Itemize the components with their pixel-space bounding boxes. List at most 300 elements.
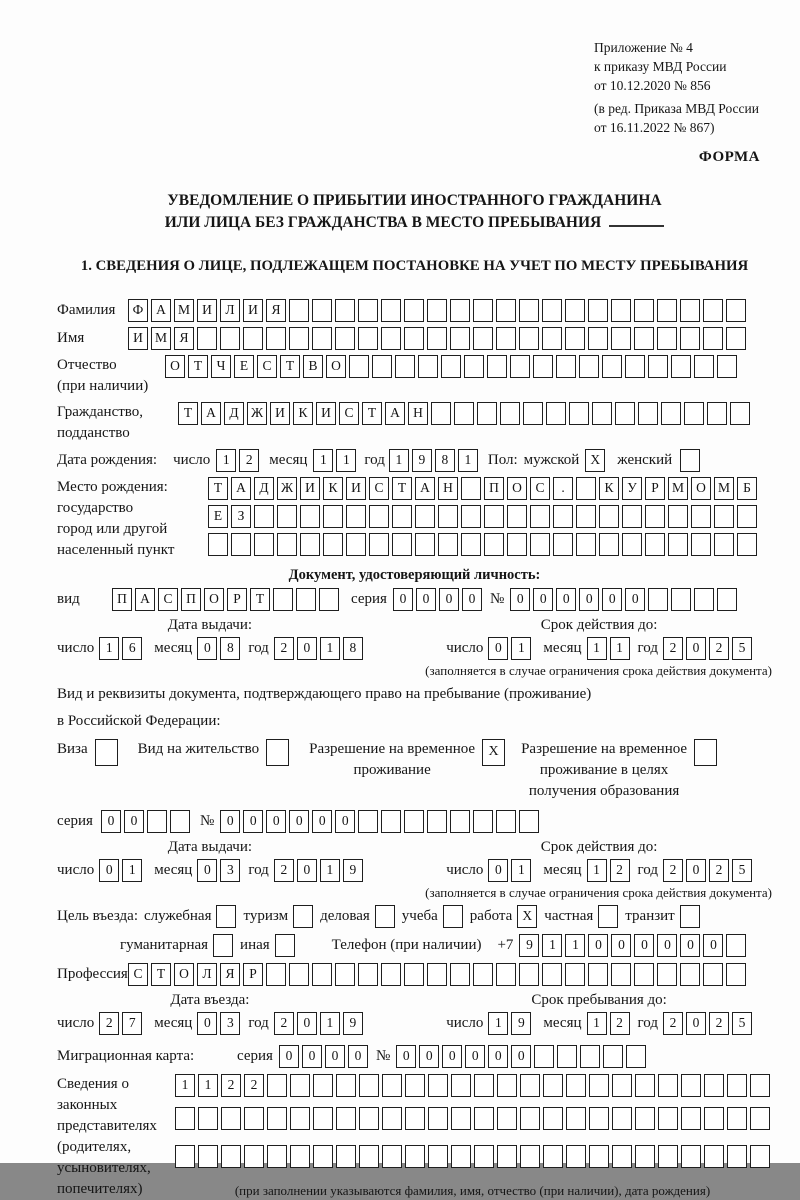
citizenship-label: Гражданство, подданство (57, 404, 144, 441)
char-cell: 1 (122, 859, 142, 882)
char-cell (615, 402, 635, 425)
doc-kind-label: вид (57, 591, 80, 607)
char-cell (565, 327, 585, 350)
char-cell (589, 1074, 609, 1097)
birth-place-row3 (208, 533, 757, 556)
char-cell: 5 (732, 637, 752, 660)
char-cell (450, 963, 470, 986)
char-cell: 0 (101, 810, 121, 833)
char-cell (684, 402, 704, 425)
representatives-row3 (175, 1145, 770, 1168)
char-cell (704, 1145, 724, 1168)
char-cell (477, 402, 497, 425)
char-cell: К (293, 402, 313, 425)
purpose-work-checkbox (517, 905, 537, 928)
char-cell (335, 963, 355, 986)
char-cell: 0 (243, 810, 263, 833)
valid-until-block (446, 617, 752, 660)
char-cell: 7 (122, 1012, 142, 1035)
birth-day-cells (216, 449, 259, 472)
char-cell: М (151, 327, 171, 350)
char-cell: А (201, 402, 221, 425)
representatives-label: Сведения о законных представителях (родителях, усыновителях, попечителях) (57, 1076, 157, 1197)
char-cell (254, 533, 274, 556)
char-cell (382, 1145, 402, 1168)
char-cell (290, 1107, 310, 1130)
field-migration-card (57, 1045, 772, 1068)
issue-day-cells (99, 637, 142, 660)
char-cell: 0 (419, 1045, 439, 1068)
char-cell: Н (408, 402, 428, 425)
char-cell (358, 810, 378, 833)
month-label: месяц (154, 862, 193, 878)
char-cell (703, 963, 723, 986)
char-cell: Р (645, 477, 665, 500)
char-cell (579, 355, 599, 378)
char-cell (266, 327, 286, 350)
char-cell: И (128, 327, 148, 350)
doc-kind-cells (112, 588, 339, 611)
char-cell: 0 (488, 859, 508, 882)
char-cell: 6 (122, 637, 142, 660)
char-cell: К (323, 477, 343, 500)
char-cell: 0 (124, 810, 144, 833)
char-cell (520, 1107, 540, 1130)
char-cell: 0 (297, 637, 317, 660)
char-cell (473, 299, 493, 322)
char-cell: 9 (343, 859, 363, 882)
char-cell (336, 1145, 356, 1168)
char-cell (336, 1074, 356, 1097)
form-title-line1: УВЕДОМЛЕНИЕ О ПРИБЫТИИ ИНОСТРАННОГО ГРАЖДАНИНА (167, 192, 662, 209)
char-cell: О (691, 477, 711, 500)
given-name-cells (128, 327, 746, 350)
char-cell (611, 299, 631, 322)
char-cell: 0 (588, 934, 608, 957)
char-cell (496, 963, 516, 986)
char-cell: Т (188, 355, 208, 378)
char-cell (542, 963, 562, 986)
char-cell: Ч (211, 355, 231, 378)
char-cell: О (174, 963, 194, 986)
char-cell (220, 327, 240, 350)
char-cell (323, 533, 343, 556)
char-cell (450, 299, 470, 322)
year-label: год (637, 640, 658, 656)
char-cell: X (517, 905, 537, 928)
purpose-other-checkbox (275, 934, 295, 957)
field-citizenship (57, 402, 772, 444)
char-cell (404, 963, 424, 986)
char-cell (730, 402, 750, 425)
char-cell: 1 (610, 637, 630, 660)
char-cell (484, 533, 504, 556)
char-cell (496, 810, 516, 833)
char-cell: Т (392, 477, 412, 500)
char-cell: Р (243, 963, 263, 986)
char-cell (681, 1107, 701, 1130)
month-label: месяц (154, 1015, 193, 1031)
char-cell: 1 (587, 859, 607, 882)
char-cell (197, 327, 217, 350)
char-cell (542, 299, 562, 322)
char-cell: 1 (511, 637, 531, 660)
char-cell (497, 1074, 517, 1097)
char-cell (694, 739, 717, 766)
form-body (57, 299, 772, 1200)
year-label: год (248, 862, 269, 878)
issue-date-title: Дата выдачи: (167, 617, 253, 633)
char-cell (530, 505, 550, 528)
char-cell (450, 810, 470, 833)
series-label: серия (57, 813, 93, 829)
char-cell (589, 1145, 609, 1168)
char-cell: 1 (511, 859, 531, 882)
char-cell: 2 (663, 1012, 683, 1035)
year-label: год (637, 862, 658, 878)
char-cell: 1 (565, 934, 585, 957)
year-label: год (248, 640, 269, 656)
char-cell (500, 402, 520, 425)
char-cell (611, 963, 631, 986)
char-cell (427, 327, 447, 350)
char-cell (496, 327, 516, 350)
char-cell: 9 (412, 449, 432, 472)
char-cell: 0 (302, 1045, 322, 1068)
char-cell: 0 (442, 1045, 462, 1068)
char-cell: А (151, 299, 171, 322)
char-cell: И (316, 402, 336, 425)
char-cell (576, 477, 596, 500)
char-cell (464, 355, 484, 378)
char-cell (431, 402, 451, 425)
char-cell (648, 355, 668, 378)
char-cell (266, 739, 289, 766)
char-cell (598, 905, 618, 928)
valid-year-cells (663, 637, 752, 660)
char-cell (750, 1074, 770, 1097)
char-cell: М (668, 477, 688, 500)
char-cell (543, 1074, 563, 1097)
patronymic-label: Отчество (при наличии) (57, 357, 149, 394)
char-cell (497, 1145, 517, 1168)
char-cell (267, 1145, 287, 1168)
char-cell (289, 327, 309, 350)
char-cell: А (385, 402, 405, 425)
char-cell (231, 533, 251, 556)
char-cell: 1 (587, 1012, 607, 1035)
char-cell (519, 299, 539, 322)
char-cell (588, 299, 608, 322)
char-cell: О (507, 477, 527, 500)
char-cell (382, 1074, 402, 1097)
char-cell: А (231, 477, 251, 500)
char-cell: 9 (343, 1012, 363, 1035)
char-cell: Т (178, 402, 198, 425)
char-cell: И (346, 477, 366, 500)
char-cell (603, 1045, 623, 1068)
char-cell (727, 1074, 747, 1097)
char-cell: 0 (396, 1045, 416, 1068)
char-cell (726, 327, 746, 350)
char-cell (496, 299, 516, 322)
char-cell: 0 (416, 588, 436, 611)
char-cell: Ж (247, 402, 267, 425)
char-cell (289, 299, 309, 322)
char-cell (221, 1145, 241, 1168)
char-cell (534, 1045, 554, 1068)
char-cell (658, 1107, 678, 1130)
validity-note: (заполняется в случае ограничения срока действия документа) (425, 885, 772, 900)
char-cell (750, 1107, 770, 1130)
temp-residence-education-checkbox (694, 739, 717, 766)
char-cell (622, 505, 642, 528)
char-cell (680, 963, 700, 986)
char-cell (658, 1145, 678, 1168)
char-cell: 8 (220, 637, 240, 660)
char-cell (580, 1045, 600, 1068)
birth-place-rows (208, 477, 757, 561)
char-cell: И (197, 299, 217, 322)
char-cell (556, 355, 576, 378)
day-label: число (446, 862, 484, 878)
char-cell (147, 810, 167, 833)
char-cell: 0 (657, 934, 677, 957)
char-cell (395, 355, 415, 378)
char-cell: 0 (686, 1012, 706, 1035)
char-cell (546, 402, 566, 425)
given-name-label: Имя (57, 330, 85, 346)
char-cell: Т (280, 355, 300, 378)
appendix-line: Приложение № 4 (594, 40, 693, 55)
residence-doc-intro1: Вид и реквизиты документа, подтверждающего право на пребывание (проживание) (57, 686, 592, 702)
number-sign: № (489, 591, 505, 607)
issue-month-cells (197, 859, 240, 882)
char-cell (266, 963, 286, 986)
char-cell: 0 (297, 1012, 317, 1035)
char-cell (415, 533, 435, 556)
char-cell (533, 355, 553, 378)
char-cell: 9 (511, 1012, 531, 1035)
sex-male-label: мужской (523, 452, 580, 468)
field-given-name (57, 327, 772, 350)
char-cell: 0 (197, 637, 217, 660)
char-cell: С (369, 477, 389, 500)
valid-day-cells (488, 637, 531, 660)
char-cell (175, 1145, 195, 1168)
char-cell: 1 (389, 449, 409, 472)
char-cell (369, 533, 389, 556)
char-cell: 2 (274, 859, 294, 882)
char-cell (588, 327, 608, 350)
char-cell (707, 402, 727, 425)
char-cell (382, 1107, 402, 1130)
char-cell (668, 533, 688, 556)
char-cell (369, 505, 389, 528)
representatives-row2 (175, 1107, 770, 1130)
char-cell (170, 810, 190, 833)
purpose-study-checkbox (443, 905, 463, 928)
char-cell (375, 905, 395, 928)
char-cell: 0 (197, 859, 217, 882)
temp-residence-education-label: Разрешение на временное проживание в целях получения образования (521, 741, 688, 799)
char-cell (359, 1145, 379, 1168)
residence-doc-options (57, 739, 772, 802)
char-cell: 0 (602, 588, 622, 611)
char-cell: 1 (320, 637, 340, 660)
stay-month-cells (587, 1012, 630, 1035)
char-cell (427, 299, 447, 322)
char-cell: 2 (274, 1012, 294, 1035)
char-cell: 0 (439, 588, 459, 611)
char-cell (427, 810, 447, 833)
char-cell (290, 1145, 310, 1168)
identity-doc-heading: Документ, удостоверяющий личность: (288, 567, 541, 583)
stay-year-cells (663, 1012, 752, 1035)
citizenship-cells (178, 402, 750, 425)
appendix-line: от 10.12.2020 № 856 (594, 78, 711, 93)
char-cell (726, 299, 746, 322)
temp-residence-label: Разрешение на временное проживание (309, 741, 476, 778)
char-cell (576, 533, 596, 556)
stay-day-cells (488, 1012, 531, 1035)
char-cell: Ж (277, 477, 297, 500)
residence-permit-checkbox (266, 739, 289, 766)
char-cell: 0 (266, 810, 286, 833)
issue-date-title: Дата выдачи: (167, 839, 253, 855)
char-cell (671, 588, 691, 611)
char-cell: О (204, 588, 224, 611)
month-label: месяц (543, 862, 582, 878)
char-cell: Д (254, 477, 274, 500)
char-cell (461, 533, 481, 556)
char-cell: 0 (680, 934, 700, 957)
char-cell: К (599, 477, 619, 500)
purpose-other: иная (240, 934, 295, 957)
phone-label: Телефон (при наличии) (331, 937, 482, 953)
char-cell (95, 739, 118, 766)
sex-female-label: женский (617, 452, 673, 468)
char-cell (635, 1107, 655, 1130)
char-cell (576, 505, 596, 528)
day-label: число (446, 1015, 484, 1031)
char-cell (319, 588, 339, 611)
purpose-official-checkbox (216, 905, 236, 928)
char-cell (588, 963, 608, 986)
char-cell (543, 1107, 563, 1130)
field-birth-date-sex (57, 449, 772, 472)
char-cell (312, 327, 332, 350)
char-cell (313, 1074, 333, 1097)
char-cell: М (174, 299, 194, 322)
char-cell (638, 402, 658, 425)
day-label: число (57, 1015, 95, 1031)
char-cell (612, 1074, 632, 1097)
char-cell: А (135, 588, 155, 611)
char-cell (267, 1074, 287, 1097)
char-cell: Ф (128, 299, 148, 322)
char-cell: И (300, 477, 320, 500)
entry-month-cells (197, 1012, 240, 1035)
valid-day-cells (488, 859, 531, 882)
char-cell (474, 1145, 494, 1168)
char-cell (381, 810, 401, 833)
issue-month-cells (197, 637, 240, 660)
appendix-block (594, 38, 772, 137)
char-cell (293, 905, 313, 928)
char-cell (566, 1074, 586, 1097)
validity-note: (заполняется в случае ограничения срока действия документа) (425, 663, 772, 678)
char-cell: П (181, 588, 201, 611)
char-cell: Т (250, 588, 270, 611)
char-cell (461, 477, 481, 500)
surname-cells (128, 299, 746, 322)
char-cell (661, 402, 681, 425)
char-cell (358, 963, 378, 986)
char-cell: 3 (220, 859, 240, 882)
char-cell: Р (227, 588, 247, 611)
char-cell: Я (174, 327, 194, 350)
char-cell: 0 (611, 934, 631, 957)
char-cell (530, 533, 550, 556)
char-cell: 2 (221, 1074, 241, 1097)
char-cell (648, 588, 668, 611)
char-cell (312, 299, 332, 322)
purpose-study: учеба (402, 905, 463, 928)
char-cell (520, 1145, 540, 1168)
char-cell: 0 (579, 588, 599, 611)
purpose-humanitarian: гуманитарная (120, 934, 233, 957)
char-cell (645, 533, 665, 556)
char-cell: 0 (325, 1045, 345, 1068)
valid-month-cells (587, 859, 630, 882)
char-cell (216, 905, 236, 928)
char-cell (680, 449, 700, 472)
char-cell (657, 963, 677, 986)
char-cell: Т (362, 402, 382, 425)
char-cell (300, 505, 320, 528)
char-cell: 0 (279, 1045, 299, 1068)
day-label: число (173, 452, 211, 468)
char-cell (254, 505, 274, 528)
char-cell: 0 (465, 1045, 485, 1068)
profession-cells (128, 963, 746, 986)
char-cell: 0 (393, 588, 413, 611)
char-cell: Я (220, 963, 240, 986)
char-cell (289, 963, 309, 986)
char-cell: 1 (175, 1074, 195, 1097)
char-cell: Д (224, 402, 244, 425)
purpose-business-checkbox (375, 905, 395, 928)
char-cell: 0 (625, 588, 645, 611)
char-cell: Л (197, 963, 217, 986)
char-cell: С (128, 963, 148, 986)
char-cell (405, 1145, 425, 1168)
char-cell: Б (737, 477, 757, 500)
option-residence-permit (138, 739, 289, 766)
phone-prefix: +7 (497, 937, 514, 953)
visa-label: Виза (57, 741, 88, 757)
representatives-rows (175, 1074, 770, 1199)
char-cell: X (482, 739, 505, 766)
char-cell: М (714, 477, 734, 500)
valid-until-title: Срок действия до: (540, 617, 658, 633)
sex-female-checkbox (680, 449, 700, 472)
char-cell: 0 (197, 1012, 217, 1035)
month-label: месяц (269, 452, 308, 468)
blank-underline (609, 225, 664, 227)
number-sign: № (375, 1048, 391, 1064)
